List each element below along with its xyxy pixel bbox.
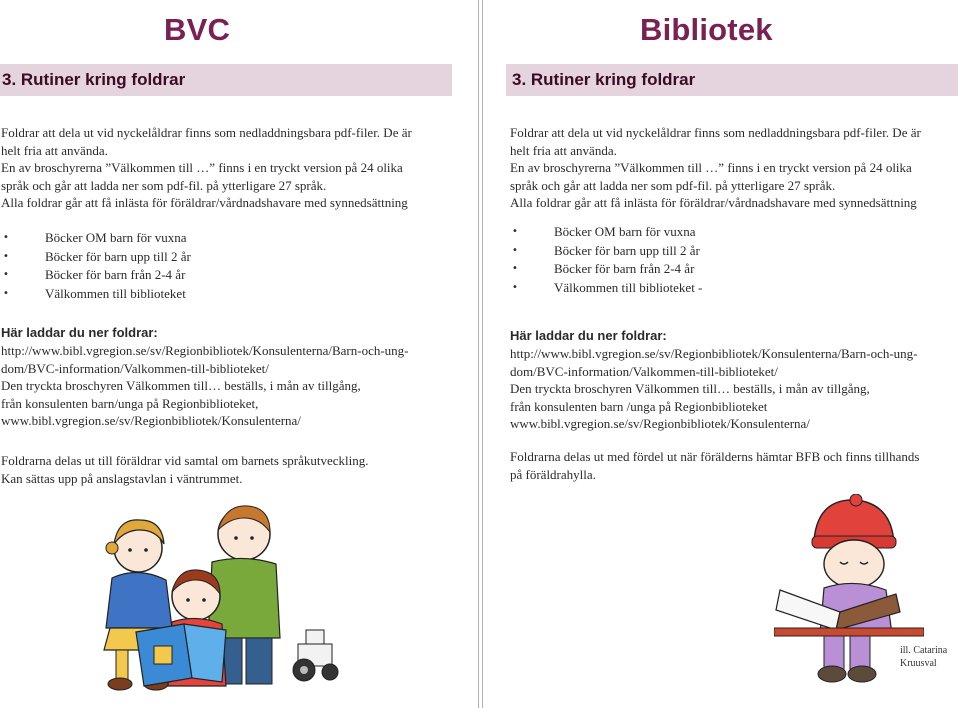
list-item (510, 223, 958, 242)
list-item-label: Böcker för barn från 2-4 år (554, 261, 695, 276)
list-item (510, 260, 958, 279)
list-item (510, 279, 958, 298)
bullet-icon: • (512, 263, 518, 274)
bullet-icon: • (3, 232, 9, 243)
bvc-intro-line: Foldrar att dela ut vid nyckelåldrar finns som nedladdningsbara pdf-filer. De är (1, 125, 412, 140)
bibliotek-closing (510, 448, 958, 483)
bvc-download-heading: Här laddar du ner foldrar: (1, 325, 158, 340)
list-item (1, 229, 449, 248)
bullet-icon: • (3, 269, 9, 280)
bvc-consultant-link[interactable]: www.bibl.vgregion.se/sv/Regionbibliotek/Konsulenterna/ (1, 413, 301, 428)
list-item-label: Böcker för barn upp till 2 år (554, 242, 700, 258)
bibliotek-consultant-link[interactable]: www.bibl.vgregion.se/sv/Regionbibliotek/Konsulenterna/ (510, 416, 810, 431)
list-item-label: Välkommen till biblioteket - (554, 279, 703, 295)
credit-line: ill. Catarina (900, 645, 948, 656)
bibliotek-download-heading: Här laddar du ner foldrar: (510, 328, 667, 343)
bibliotek-intro-line: helt fria att använda. (510, 142, 617, 158)
bibliotek-download-text: Den tryckta broschyren Välkommen till… beställs, i mån av tillgång, (510, 381, 870, 396)
bvc-download-text: Den tryckta broschyren Välkommen till… beställs, i mån av tillgång, (1, 378, 361, 393)
bibliotek-download-text: från konsulenten barn /unga på Regionbiblioteket (510, 398, 768, 414)
bibliotek-intro (510, 124, 958, 212)
list-item (510, 242, 958, 261)
bvc-download-link[interactable]: http://www.bibl.vgregion.se/sv/Regionbibliotek/Konsulenterna/Barn-och-ung- (1, 343, 409, 358)
bibliotek-download-section (510, 327, 958, 433)
bibliotek-download-link-cont[interactable]: dom/BVC-information/Valkommen-till-biblioteket/ (510, 363, 778, 379)
list-item-label: Välkommen till biblioteket (45, 285, 186, 301)
list-item (1, 248, 449, 267)
bvc-intro-line: språk och går att ladda ner som pdf-fil. på ytterligare 27 språk. (1, 177, 327, 193)
bibliotek-column (484, 0, 960, 708)
bvc-download-text: från konsulenten barn/unga på Regionbiblioteket, (1, 395, 259, 411)
bibliotek-closing-line: Foldrarna delas ut med fördel ut när förälderns hämtar BFB och finns tillhands (510, 449, 920, 464)
illustration-credit (900, 644, 960, 670)
list-item (1, 266, 449, 285)
bibliotek-closing-line: på föräldrahylla. (510, 466, 596, 482)
bibliotek-intro-line: En av broschyrerna ”Välkommen till …” finns i en tryckt version på 24 olika (510, 160, 912, 175)
list-item-label: Böcker OM barn för vuxna (554, 224, 696, 239)
list-item-label: Böcker för barn upp till 2 år (45, 248, 191, 264)
bibliotek-title: Bibliotek (640, 12, 773, 47)
credit-line: Kruusval (900, 658, 937, 669)
page-divider (478, 0, 483, 708)
bvc-intro (1, 124, 449, 212)
bvc-folder-list (1, 229, 449, 303)
bibliotek-section-heading: 3. Rutiner kring foldrar (506, 64, 958, 96)
bvc-closing-line: Kan sättas upp på anslagstavlan i väntrummet. (1, 470, 243, 486)
bvc-download-link-cont[interactable]: dom/BVC-information/Valkommen-till-biblioteket/ (1, 360, 269, 376)
bvc-title: BVC (164, 12, 231, 47)
bibliotek-intro-line: Alla foldrar går att få inlästa för föräldrar/vårdnadshavare med synnedsättning (510, 195, 917, 210)
bullet-icon: • (512, 281, 518, 293)
list-item-label: Böcker för barn från 2-4 år (45, 267, 186, 282)
list-item-label: Böcker OM barn för vuxna (45, 230, 187, 245)
toy-tractor (293, 630, 338, 681)
children-reading-illustration (80, 500, 350, 708)
bvc-section-heading: 3. Rutiner kring foldrar (0, 64, 452, 96)
bibliotek-intro-line: Foldrar att dela ut vid nyckelåldrar finns som nedladdningsbara pdf-filer. De är (510, 125, 921, 140)
bibliotek-download-link[interactable]: http://www.bibl.vgregion.se/sv/Regionbibliotek/Konsulenterna/Barn-och-ung- (510, 346, 918, 361)
bullet-icon: • (3, 250, 9, 262)
bullet-icon: • (512, 226, 518, 237)
bullet-icon: • (512, 244, 518, 256)
bvc-intro-line: En av broschyrerna ”Välkommen till …” finns i en tryckt version på 24 olika (1, 160, 403, 175)
bvc-download-section (1, 324, 449, 430)
list-item (1, 285, 449, 304)
bibliotek-intro-line: språk och går att ladda ner som pdf-fil. på ytterligare 27 språk. (510, 177, 836, 193)
bvc-column (0, 0, 476, 708)
bibliotek-folder-list (510, 223, 958, 297)
bvc-closing-line: Foldrarna delas ut till föräldrar vid samtal om barnets språkutveckling. (1, 453, 369, 468)
bvc-intro-line: Alla foldrar går att få inlästa för föräldrar/vårdnadshavare med synnedsättning (1, 195, 408, 210)
bvc-intro-line: helt fria att använda. (1, 142, 108, 158)
bullet-icon: • (3, 287, 9, 299)
bvc-closing (1, 452, 449, 487)
